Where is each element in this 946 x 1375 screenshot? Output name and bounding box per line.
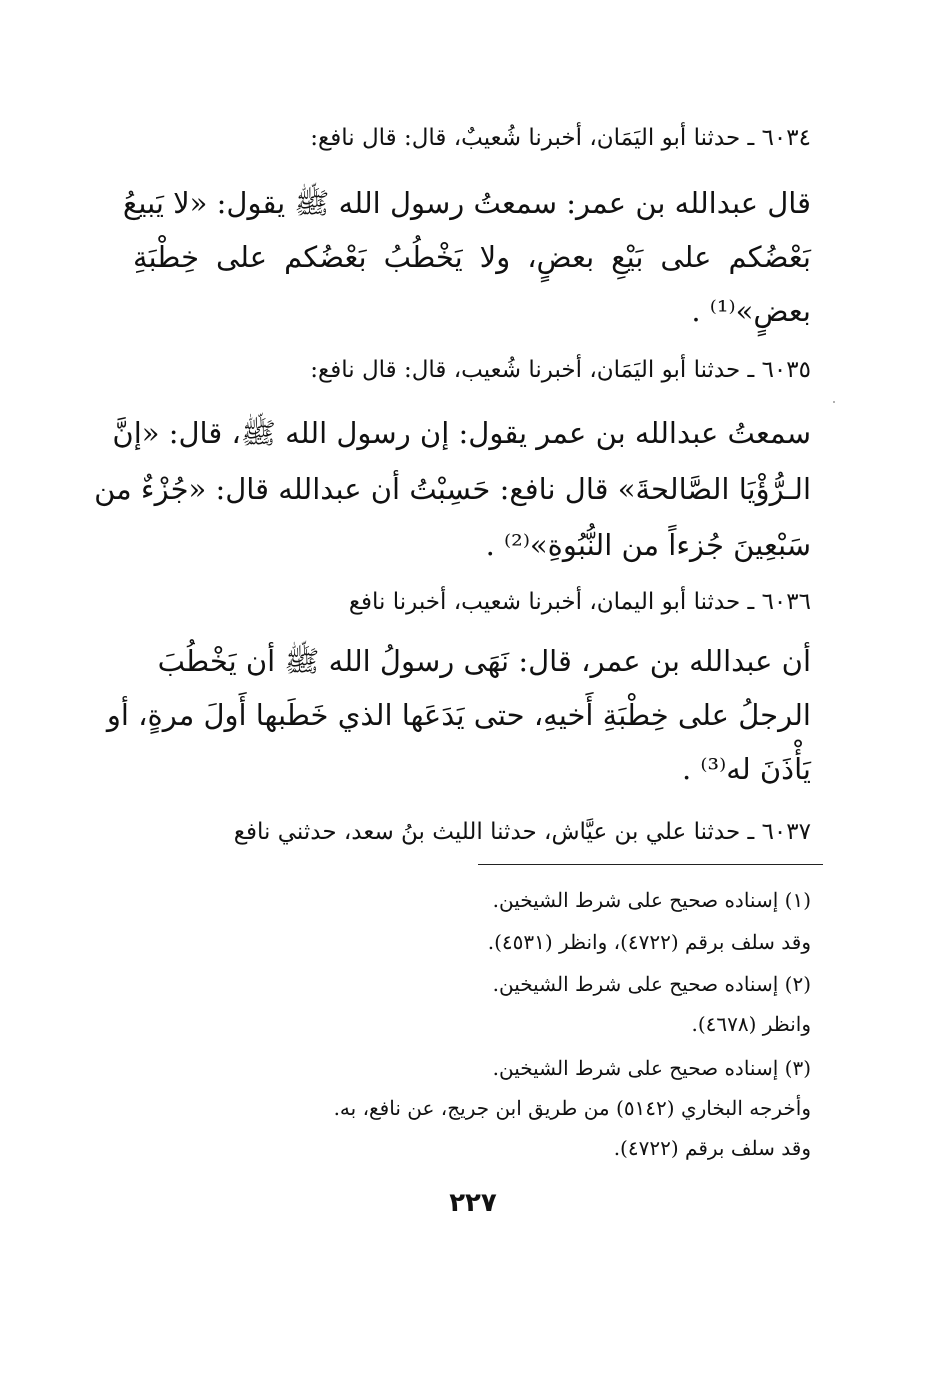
hadith-6034-matn-line-2: بَعْضُكم على بَيْعِ بعضٍ، ولا يَخْطُبُ بَعْضُكم على خِطْبَةِ — [133, 240, 811, 274]
footnote-separator — [478, 864, 823, 865]
scan-speck — [833, 401, 835, 403]
footnote-line: وقد سلف برقم (٤٧٢٢). — [613, 1136, 811, 1160]
footnote-line: وانظر (٤٦٧٨). — [691, 1012, 811, 1036]
footnote-line: (١) إسناده صحيح على شرط الشيخين. — [492, 888, 811, 912]
hadith-6035-isnad: ٦٠٣٥ ـ حدثنا أبو اليَمَان، أخبرنا شُعيب، قال: قال نافع: — [310, 357, 811, 383]
hadith-6035-matn-line-1: سمعتُ عبدالله بن عمر يقول: إن رسول الله ﷺ، قال: «إنَّ — [112, 416, 811, 450]
footnote-line: وأخرجه البخاري (٥١٤٢) من طريق ابن جريج، عن نافع، به. — [333, 1096, 811, 1120]
hadith-6035-matn-line-2: الـرُّؤْيَا الصَّالحةَ» قال نافع: حَسِبْتُ أن عبدالله قال: «جُزْءٌ من — [94, 472, 811, 506]
page-number: ٢٢٧ — [449, 1188, 497, 1218]
hadith-6036-isnad: ٦٠٣٦ ـ حدثنا أبو اليمان، أخبرنا شعيب، أخبرنا نافع — [348, 589, 811, 615]
hadith-6034-isnad: ٦٠٣٤ ـ حدثنا أبو اليَمَان، أخبرنا شُعيبٌ، قال: قال نافع: — [310, 125, 811, 151]
hadith-6037-isnad: ٦٠٣٧ ـ حدثنا علي بن عيَّاش، حدثنا الليث بنُ سعد، حدثني نافع — [233, 819, 811, 845]
hadith-6035-matn-line-3: سَبْعِينَ جُزءاً من النُّبُوةِ»⁽²⁾ . — [485, 528, 811, 562]
footnote-line: وقد سلف برقم (٤٧٢٢)، وانظر (٤٥٣١). — [487, 930, 811, 954]
hadith-6036-matn-line-2: الرجلُ على خِطْبَةِ أَخيهِ، حتى يَدَعَها الذي خَطَبها أَولَ مرةٍ، أو — [106, 698, 811, 732]
hadith-6034-matn-line-3: بعضٍ»⁽¹⁾ . — [691, 294, 811, 328]
footnote-line: (٢) إسناده صحيح على شرط الشيخين. — [492, 972, 811, 996]
hadith-6036-matn-line-1: أن عبدالله بن عمر، قال: نَهَى رسولُ الله ﷺ أن يَخْطُبَ — [157, 644, 811, 678]
footnote-line: (٣) إسناده صحيح على شرط الشيخين. — [492, 1056, 811, 1080]
hadith-6036-matn-line-3: يَأْذَنَ له⁽³⁾ . — [681, 752, 811, 786]
hadith-6034-matn-line-1: قال عبدالله بن عمر: سمعتُ رسول الله ﷺ يقول: «لا يَبيعُ — [122, 186, 811, 220]
